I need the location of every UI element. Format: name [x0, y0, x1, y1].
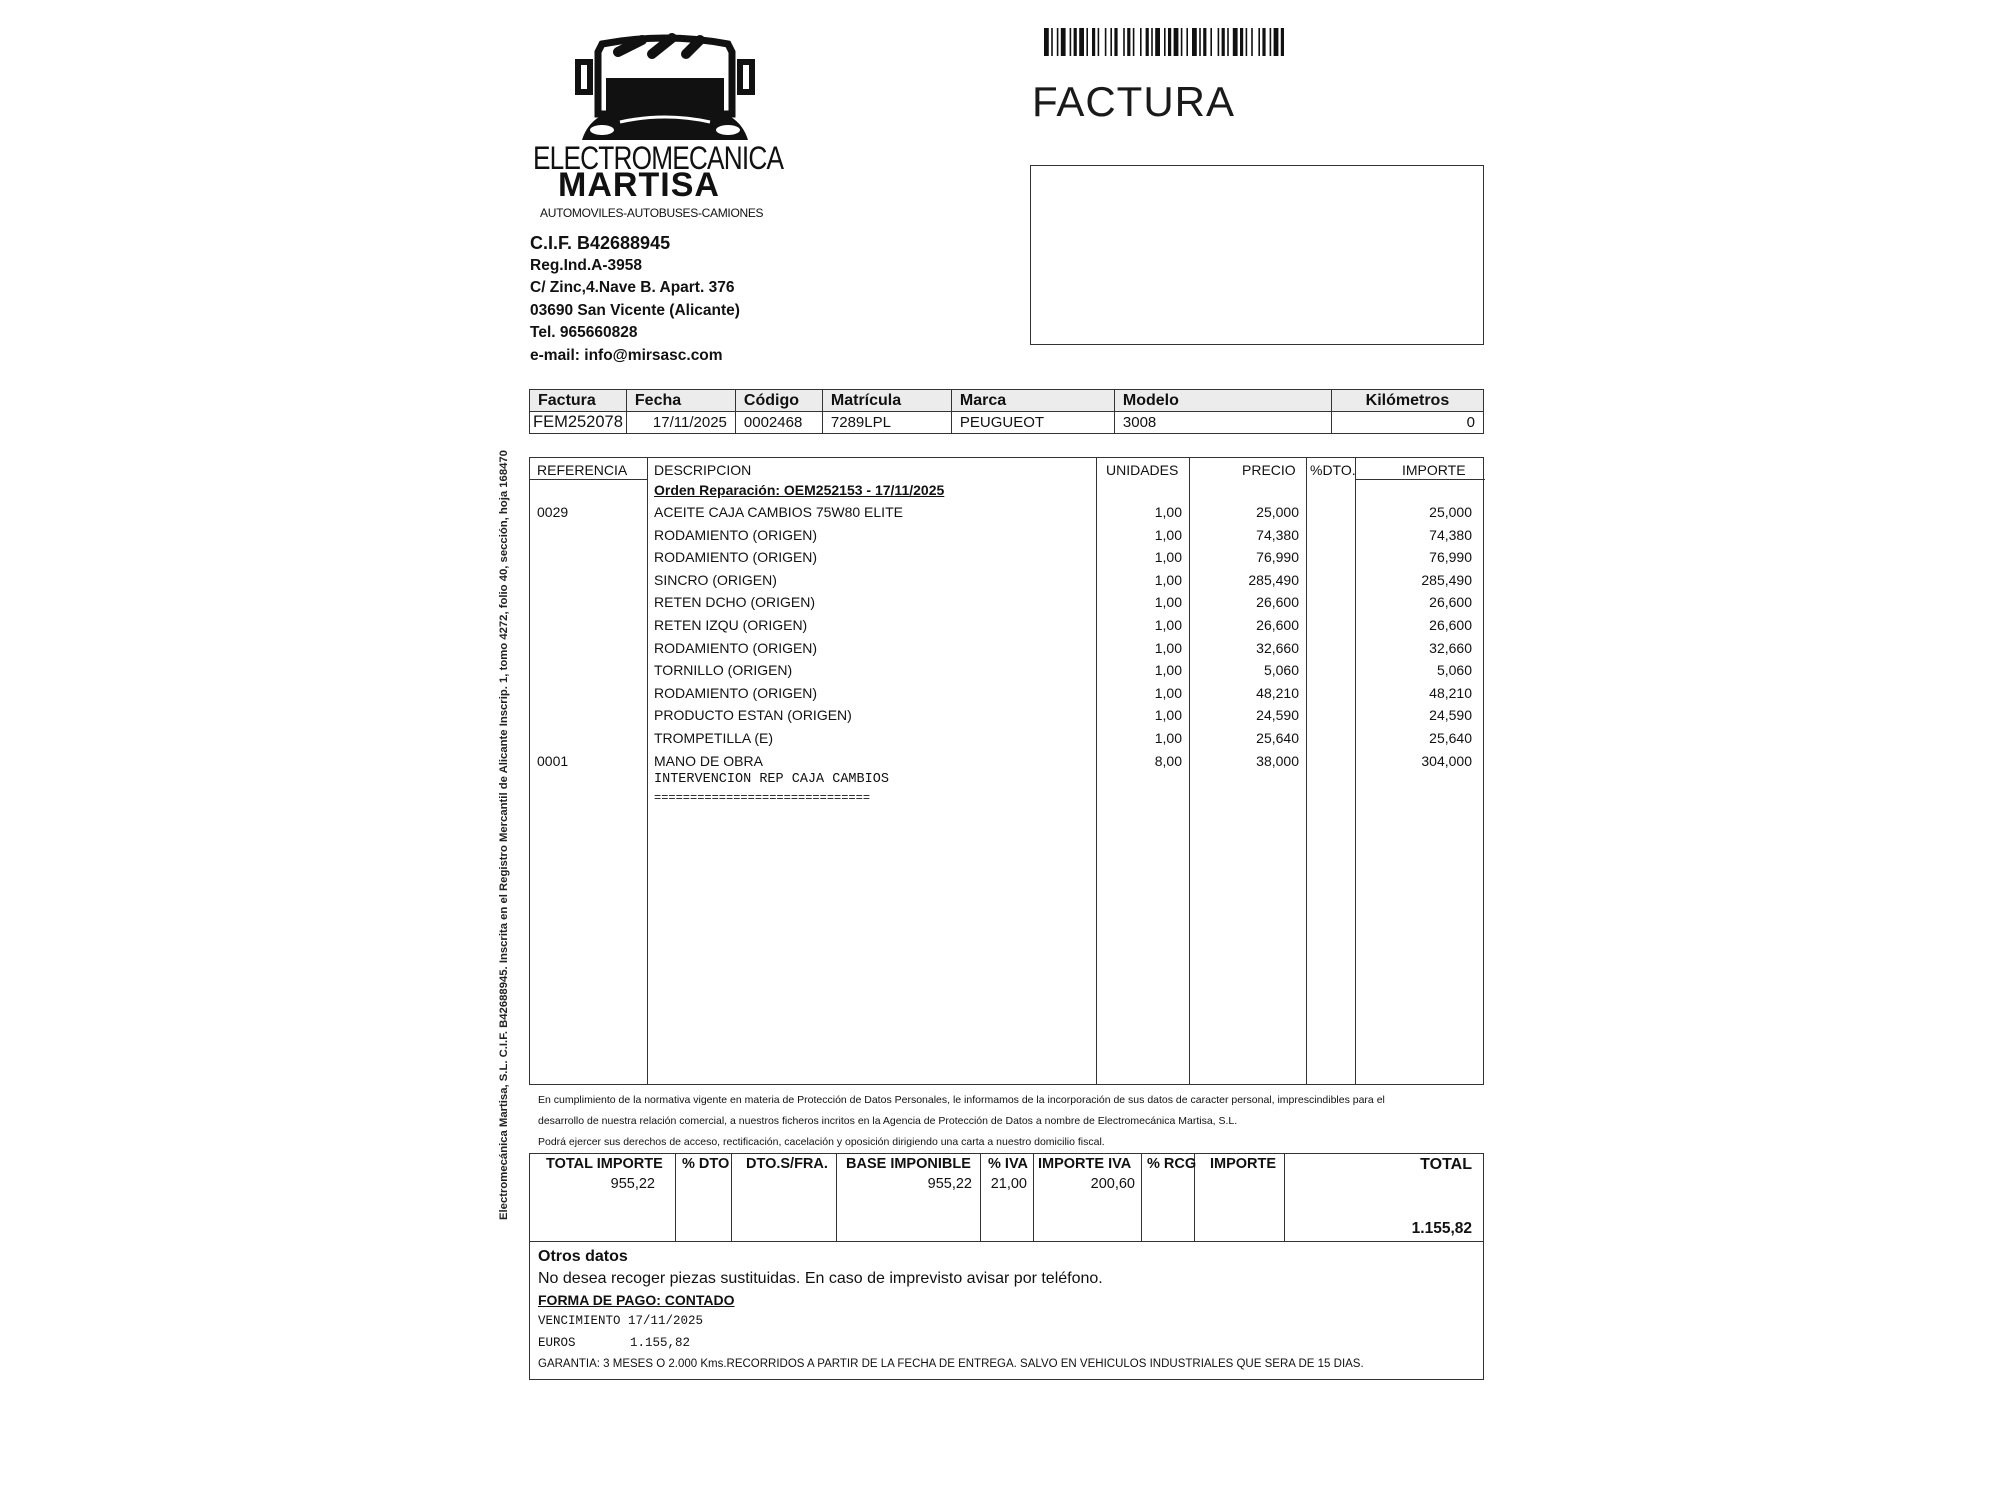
- item-description: SINCRO (ORIGEN): [654, 571, 777, 588]
- label-matricula: Matrícula: [822, 390, 951, 412]
- item-price: 285,490: [1248, 571, 1299, 588]
- label-pct-dto: % DTO: [682, 1156, 730, 1172]
- label-codigo: Código: [735, 390, 822, 412]
- brand-tagline: AUTOMOVILES-AUTOBUSES-CAMIONES: [540, 206, 764, 220]
- item-description: RETEN DCHO (ORIGEN): [654, 594, 815, 611]
- payment-method: FORMA DE PAGO: CONTADO: [538, 1292, 735, 1308]
- table-row: [530, 572, 1483, 594]
- table-row: [530, 549, 1483, 571]
- table-row: [530, 504, 1483, 526]
- item-price: 25,000: [1256, 504, 1299, 520]
- registry-note: Electromecánica Martisa, S.L. C.I.F. B42688945. Inscrita en el Registro Mercantil de Alicante Inscrip. 1, tomo 4272, folio 40, sección, hoja 168470: [498, 450, 510, 1220]
- item-units: 1,00: [1154, 639, 1182, 656]
- recipient-address-box: [1030, 165, 1484, 345]
- company-reg: Reg.Ind.A-3958: [530, 256, 642, 274]
- item-description: TROMPETILLA (E): [654, 730, 774, 746]
- invoice-header-table: [529, 389, 1484, 434]
- euros-value: 1.155,82: [630, 1336, 691, 1350]
- value-pct-iva: 21,00: [990, 1176, 1027, 1192]
- intervention-note: INTERVENCION REP CAJA CAMBIOS: [654, 772, 889, 787]
- table-row: [530, 640, 1483, 662]
- item-units: 1,00: [1154, 684, 1182, 701]
- item-description: RODAMIENTO (ORIGEN): [654, 684, 818, 701]
- item-price: 32,660: [1256, 639, 1299, 656]
- line-items-table: [529, 457, 1484, 1085]
- item-units: 1,00: [1154, 526, 1182, 543]
- col-dto: %DTO.: [1310, 462, 1356, 478]
- truck-logo-icon: [560, 22, 770, 147]
- value-total-importe: 955,22: [610, 1176, 655, 1192]
- label-base-imponible: BASE IMPONIBLE: [846, 1156, 971, 1172]
- item-amount: 24,590: [1429, 707, 1472, 724]
- label-importe: IMPORTE: [1210, 1156, 1277, 1172]
- item-price: 76,990: [1256, 549, 1299, 566]
- table-row: [530, 685, 1483, 707]
- label-factura: Factura: [530, 390, 627, 412]
- item-description: RETEN IZQU (ORIGEN): [654, 617, 808, 633]
- item-amount: 25,000: [1429, 504, 1472, 520]
- item-price: 26,600: [1256, 594, 1299, 611]
- label-total-importe: TOTAL IMPORTE: [546, 1156, 663, 1172]
- table-row: [530, 707, 1483, 729]
- label-modelo: Modelo: [1114, 390, 1331, 412]
- item-description: ACEITE CAJA CAMBIOS 75W80 ELITE: [654, 504, 903, 520]
- label-pct-iva: % IVA: [988, 1156, 1029, 1172]
- item-description: TORNILLO (ORIGEN): [654, 662, 793, 679]
- document-title: FACTURA: [1032, 78, 1236, 125]
- item-units: 1,00: [1154, 617, 1182, 633]
- item-price: 24,590: [1256, 707, 1299, 724]
- order-reference-row: [530, 482, 1483, 504]
- company-info: [530, 232, 740, 367]
- value-modelo: 3008: [1114, 412, 1331, 434]
- other-text: No desea recoger piezas sustituidas. En caso de imprevisto avisar por teléfono.: [538, 1270, 1103, 1287]
- separator-row: [530, 791, 1483, 813]
- item-units: 8,00: [1154, 752, 1182, 769]
- item-price: 25,640: [1256, 730, 1299, 746]
- table-row: [530, 594, 1483, 616]
- label-importe-iva: IMPORTE IVA: [1038, 1156, 1132, 1172]
- item-description: RODAMIENTO (ORIGEN): [654, 526, 818, 543]
- item-amount: 74,380: [1429, 526, 1472, 543]
- item-units: 1,00: [1154, 662, 1182, 679]
- company-cif: C.I.F. B42688945: [530, 233, 671, 253]
- table-row: [530, 617, 1483, 639]
- value-factura: FEM252078: [530, 412, 627, 434]
- value-matricula: 7289LPL: [822, 412, 951, 434]
- item-price: 5,060: [1263, 662, 1299, 679]
- item-amount: 26,600: [1429, 594, 1472, 611]
- item-amount: 32,660: [1429, 639, 1472, 656]
- item-description: PRODUCTO ESTAN (ORIGEN): [654, 707, 852, 724]
- item-price: 48,210: [1256, 684, 1299, 701]
- col-unidades: UNIDADES: [1106, 462, 1179, 478]
- label-km: Kilómetros: [1331, 390, 1483, 412]
- data-protection-notice: [538, 1090, 1488, 1153]
- value-total: 1.155,82: [1411, 1220, 1472, 1237]
- notice-line-2: desarrollo de nuestra relación comercial, a nuestros ficheros incritos en la Agencia de Protección de Datos a nombre de Electromecánica Martisa, S.L.: [538, 1115, 1238, 1127]
- item-price: 26,600: [1256, 617, 1299, 633]
- company-phone: Tel. 965660828: [530, 324, 638, 341]
- value-codigo: 0002468: [735, 412, 822, 434]
- label-dto-fra: DTO.S/FRA.: [746, 1156, 828, 1172]
- notice-line-3: Podrá ejercer sus derechos de acceso, rectificación, cacelación y oposición dirigiendo una carta a nuestro domicilio fiscal.: [538, 1136, 1105, 1148]
- brand-name-line1: ELECTROMECANICA: [533, 140, 784, 176]
- value-km: 0: [1331, 412, 1483, 434]
- value-importe-iva: 200,60: [1090, 1176, 1135, 1192]
- item-units: 1,00: [1154, 504, 1182, 520]
- label-pct-rcg: % RCG: [1147, 1156, 1197, 1172]
- item-units: 1,00: [1154, 549, 1182, 566]
- company-city: 03690 San Vicente (Alicante): [530, 301, 740, 319]
- col-referencia: REFERENCIA: [537, 462, 628, 478]
- item-units: 1,00: [1154, 707, 1182, 724]
- separator-line: ==============================: [654, 791, 871, 805]
- table-row: [530, 730, 1483, 752]
- warranty-note: GARANTIA: 3 MESES O 2.000 Kms.RECORRIDOS A PARTIR DE LA FECHA DE ENTREGA. SALVO EN VEHICULOS INDUSTRIALES QUE SERA DE 15 DIAS.: [538, 1358, 1364, 1370]
- brand-name-line2: MARTISA: [558, 166, 720, 204]
- item-amount: 76,990: [1429, 549, 1472, 566]
- other-data-box: [529, 1242, 1484, 1380]
- item-description: MANO DE OBRA: [654, 752, 763, 769]
- label-fecha: Fecha: [626, 390, 735, 412]
- euros-label: EUROS: [538, 1336, 576, 1350]
- col-descripcion: DESCRIPCION: [654, 462, 752, 478]
- table-row: [530, 662, 1483, 684]
- value-base-imponible: 955,22: [927, 1176, 972, 1192]
- item-price: 38,000: [1256, 752, 1299, 769]
- item-units: 1,00: [1154, 730, 1182, 746]
- item-price: 74,380: [1256, 526, 1299, 543]
- table-row: [530, 527, 1483, 549]
- item-units: 1,00: [1154, 571, 1182, 588]
- item-units: 1,00: [1154, 594, 1182, 611]
- item-description: RODAMIENTO (ORIGEN): [654, 549, 818, 566]
- item-amount: 285,490: [1421, 571, 1472, 588]
- col-precio: PRECIO: [1242, 462, 1296, 478]
- value-fecha: 17/11/2025: [626, 412, 735, 434]
- due-date: VENCIMIENTO 17/11/2025: [538, 1314, 704, 1328]
- item-ref: 0029: [537, 504, 569, 520]
- item-amount: 26,600: [1429, 617, 1472, 633]
- col-importe: IMPORTE: [1402, 462, 1466, 478]
- label-marca: Marca: [951, 390, 1114, 412]
- item-amount: 48,210: [1429, 684, 1472, 701]
- totals-table: [529, 1153, 1484, 1242]
- item-amount: 5,060: [1436, 662, 1472, 679]
- barcode: [1044, 28, 1454, 56]
- value-marca: PEUGUEOT: [951, 412, 1114, 434]
- item-description: RODAMIENTO (ORIGEN): [654, 639, 818, 656]
- label-total: TOTAL: [1420, 1156, 1472, 1173]
- notice-line-1: En cumplimiento de la normativa vigente en materia de Protección de Datos Personales, le informamos de la incorporación de sus datos de caracter personal, imprescindibles para el: [538, 1094, 1385, 1106]
- company-address: C/ Zinc,4.Nave B. Apart. 376: [530, 279, 735, 296]
- item-ref: 0001: [537, 752, 569, 769]
- item-amount: 304,000: [1421, 752, 1472, 769]
- other-heading: Otros datos: [538, 1248, 628, 1265]
- company-email: e-mail: info@mirsasc.com: [530, 346, 723, 364]
- order-reference: Orden Reparación: OEM252153 - 17/11/2025: [654, 482, 945, 498]
- item-amount: 25,640: [1429, 730, 1472, 746]
